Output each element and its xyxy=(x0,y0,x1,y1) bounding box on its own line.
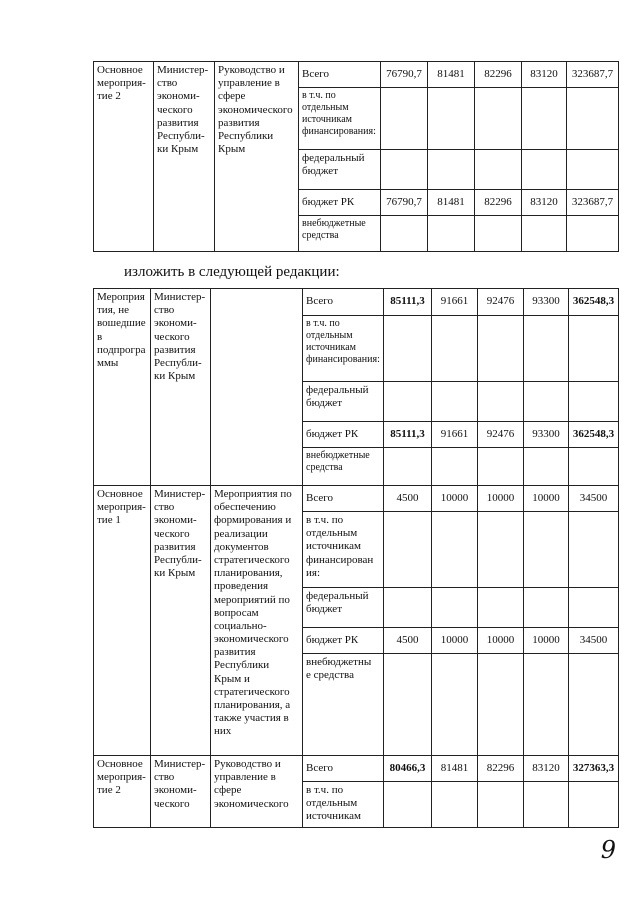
executor-cell: Министер- ство экономи- ческого xyxy=(151,756,211,828)
value-cell xyxy=(522,150,567,190)
value-cell: 362548,3 xyxy=(569,289,619,316)
page-number: 9 xyxy=(600,836,616,864)
source-total-label: Всего xyxy=(299,62,381,88)
value-cell: 10000 xyxy=(478,486,524,512)
source-regional-label: бюджет РК xyxy=(303,422,384,448)
value-cell: 81481 xyxy=(428,190,475,216)
value-cell xyxy=(569,782,619,828)
value-cell xyxy=(432,512,478,588)
value-cell xyxy=(478,448,524,486)
measure-description-cell xyxy=(211,289,303,486)
measure-description-cell: Мероприятия по обеспечению формирования и реализации документов стратегического планирования, проведения мероприятий по вопросам социально- экономического развития Республики Крым и стратегического планирования, а также участия в них xyxy=(211,486,303,756)
value-cell xyxy=(432,654,478,756)
value-cell xyxy=(432,382,478,422)
value-cell: 82296 xyxy=(475,190,522,216)
executor-cell: Министер- ство экономи- ческого развития Республи- ки Крым xyxy=(154,62,215,252)
value-cell xyxy=(567,150,619,190)
value-cell xyxy=(384,448,432,486)
value-cell: 76790,7 xyxy=(381,190,428,216)
measure-name-cell: Мероприя тия, не вошедшие в подпрогра ммы xyxy=(94,289,151,486)
value-cell: 362548,3 xyxy=(569,422,619,448)
value-cell: 4500 xyxy=(384,486,432,512)
measure-description-cell: Руководство и управление в сфере экономического xyxy=(211,756,303,828)
value-cell xyxy=(569,448,619,486)
value-cell: 10000 xyxy=(524,486,569,512)
value-cell: 81481 xyxy=(428,62,475,88)
source-breakdown-label: в т.ч. по отдельным источникам финансирования: xyxy=(303,316,384,382)
value-cell: 82296 xyxy=(475,62,522,88)
value-cell xyxy=(524,316,569,382)
value-cell xyxy=(524,654,569,756)
value-cell: 323687,7 xyxy=(567,62,619,88)
value-cell xyxy=(569,512,619,588)
source-extrabudget-label: внебюджетные средства xyxy=(303,448,384,486)
value-cell: 10000 xyxy=(432,486,478,512)
value-cell xyxy=(567,88,619,150)
value-cell xyxy=(569,382,619,422)
value-cell xyxy=(428,216,475,252)
source-breakdown-label: в т.ч. по отдельным источникам xyxy=(303,782,384,828)
value-cell xyxy=(478,512,524,588)
value-cell xyxy=(524,382,569,422)
source-extrabudget-label: внебюджетные средства xyxy=(299,216,381,252)
value-cell xyxy=(432,782,478,828)
value-cell: 93300 xyxy=(524,289,569,316)
executor-cell: Министер- ство экономи- ческого развития Республи- ки Крым xyxy=(151,289,211,486)
source-federal-label: федеральный бюджет xyxy=(299,150,381,190)
value-cell xyxy=(384,654,432,756)
amendment-heading: изложить в следующей редакции: xyxy=(124,264,340,280)
value-cell xyxy=(522,88,567,150)
value-cell: 85111,3 xyxy=(384,289,432,316)
value-cell xyxy=(478,654,524,756)
value-cell xyxy=(524,782,569,828)
measure-name-cell: Основное мероприя- тие 2 xyxy=(94,756,151,828)
value-cell xyxy=(432,448,478,486)
value-cell xyxy=(381,150,428,190)
value-cell xyxy=(475,150,522,190)
value-cell: 83120 xyxy=(522,62,567,88)
value-cell xyxy=(384,588,432,628)
source-federal-label: федеральный бюджет xyxy=(303,588,384,628)
table-new-version xyxy=(93,288,619,828)
value-cell: 81481 xyxy=(432,756,478,782)
source-extrabudget-label: внебюджетны е средства xyxy=(303,654,384,756)
value-cell xyxy=(384,782,432,828)
source-breakdown-label: в т.ч. по отдельным источникам финансирован ия: xyxy=(303,512,384,588)
value-cell: 80466,3 xyxy=(384,756,432,782)
value-cell: 93300 xyxy=(524,422,569,448)
executor-cell: Министер- ство экономи- ческого развития Республи- ки Крым xyxy=(151,486,211,756)
table-old-version xyxy=(93,61,619,252)
value-cell: 34500 xyxy=(569,486,619,512)
value-cell: 327363,3 xyxy=(569,756,619,782)
value-cell xyxy=(428,88,475,150)
value-cell xyxy=(569,654,619,756)
source-breakdown-label: в т.ч. по отдельным источникам финансирования: xyxy=(299,88,381,150)
value-cell xyxy=(524,512,569,588)
value-cell xyxy=(524,588,569,628)
value-cell xyxy=(478,382,524,422)
value-cell xyxy=(428,150,475,190)
value-cell xyxy=(384,382,432,422)
source-regional-label: бюджет РК xyxy=(299,190,381,216)
value-cell: 4500 xyxy=(384,628,432,654)
measure-name-cell: Основное мероприя- тие 2 xyxy=(94,62,154,252)
value-cell xyxy=(475,88,522,150)
value-cell: 82296 xyxy=(478,756,524,782)
value-cell xyxy=(478,782,524,828)
value-cell: 91661 xyxy=(432,422,478,448)
value-cell xyxy=(381,88,428,150)
value-cell: 83120 xyxy=(524,756,569,782)
value-cell xyxy=(569,588,619,628)
value-cell xyxy=(475,216,522,252)
value-cell: 76790,7 xyxy=(381,62,428,88)
value-cell xyxy=(567,216,619,252)
value-cell: 10000 xyxy=(432,628,478,654)
value-cell: 323687,7 xyxy=(567,190,619,216)
value-cell: 83120 xyxy=(522,190,567,216)
value-cell: 10000 xyxy=(478,628,524,654)
source-total-label: Всего xyxy=(303,756,384,782)
value-cell: 85111,3 xyxy=(384,422,432,448)
value-cell: 92476 xyxy=(478,422,524,448)
source-total-label: Всего xyxy=(303,486,384,512)
value-cell: 92476 xyxy=(478,289,524,316)
value-cell xyxy=(478,316,524,382)
value-cell xyxy=(381,216,428,252)
value-cell: 10000 xyxy=(524,628,569,654)
value-cell xyxy=(432,316,478,382)
value-cell: 91661 xyxy=(432,289,478,316)
value-cell: 34500 xyxy=(569,628,619,654)
value-cell xyxy=(384,512,432,588)
source-regional-label: бюджет РК xyxy=(303,628,384,654)
value-cell xyxy=(522,216,567,252)
measure-name-cell: Основное мероприя- тие 1 xyxy=(94,486,151,756)
source-total-label: Всего xyxy=(303,289,384,316)
value-cell xyxy=(432,588,478,628)
value-cell xyxy=(524,448,569,486)
source-federal-label: федеральный бюджет xyxy=(303,382,384,422)
value-cell xyxy=(478,588,524,628)
value-cell xyxy=(569,316,619,382)
value-cell xyxy=(384,316,432,382)
measure-description-cell: Руководство и управление в сфере экономического развития Республики Крым xyxy=(215,62,299,252)
